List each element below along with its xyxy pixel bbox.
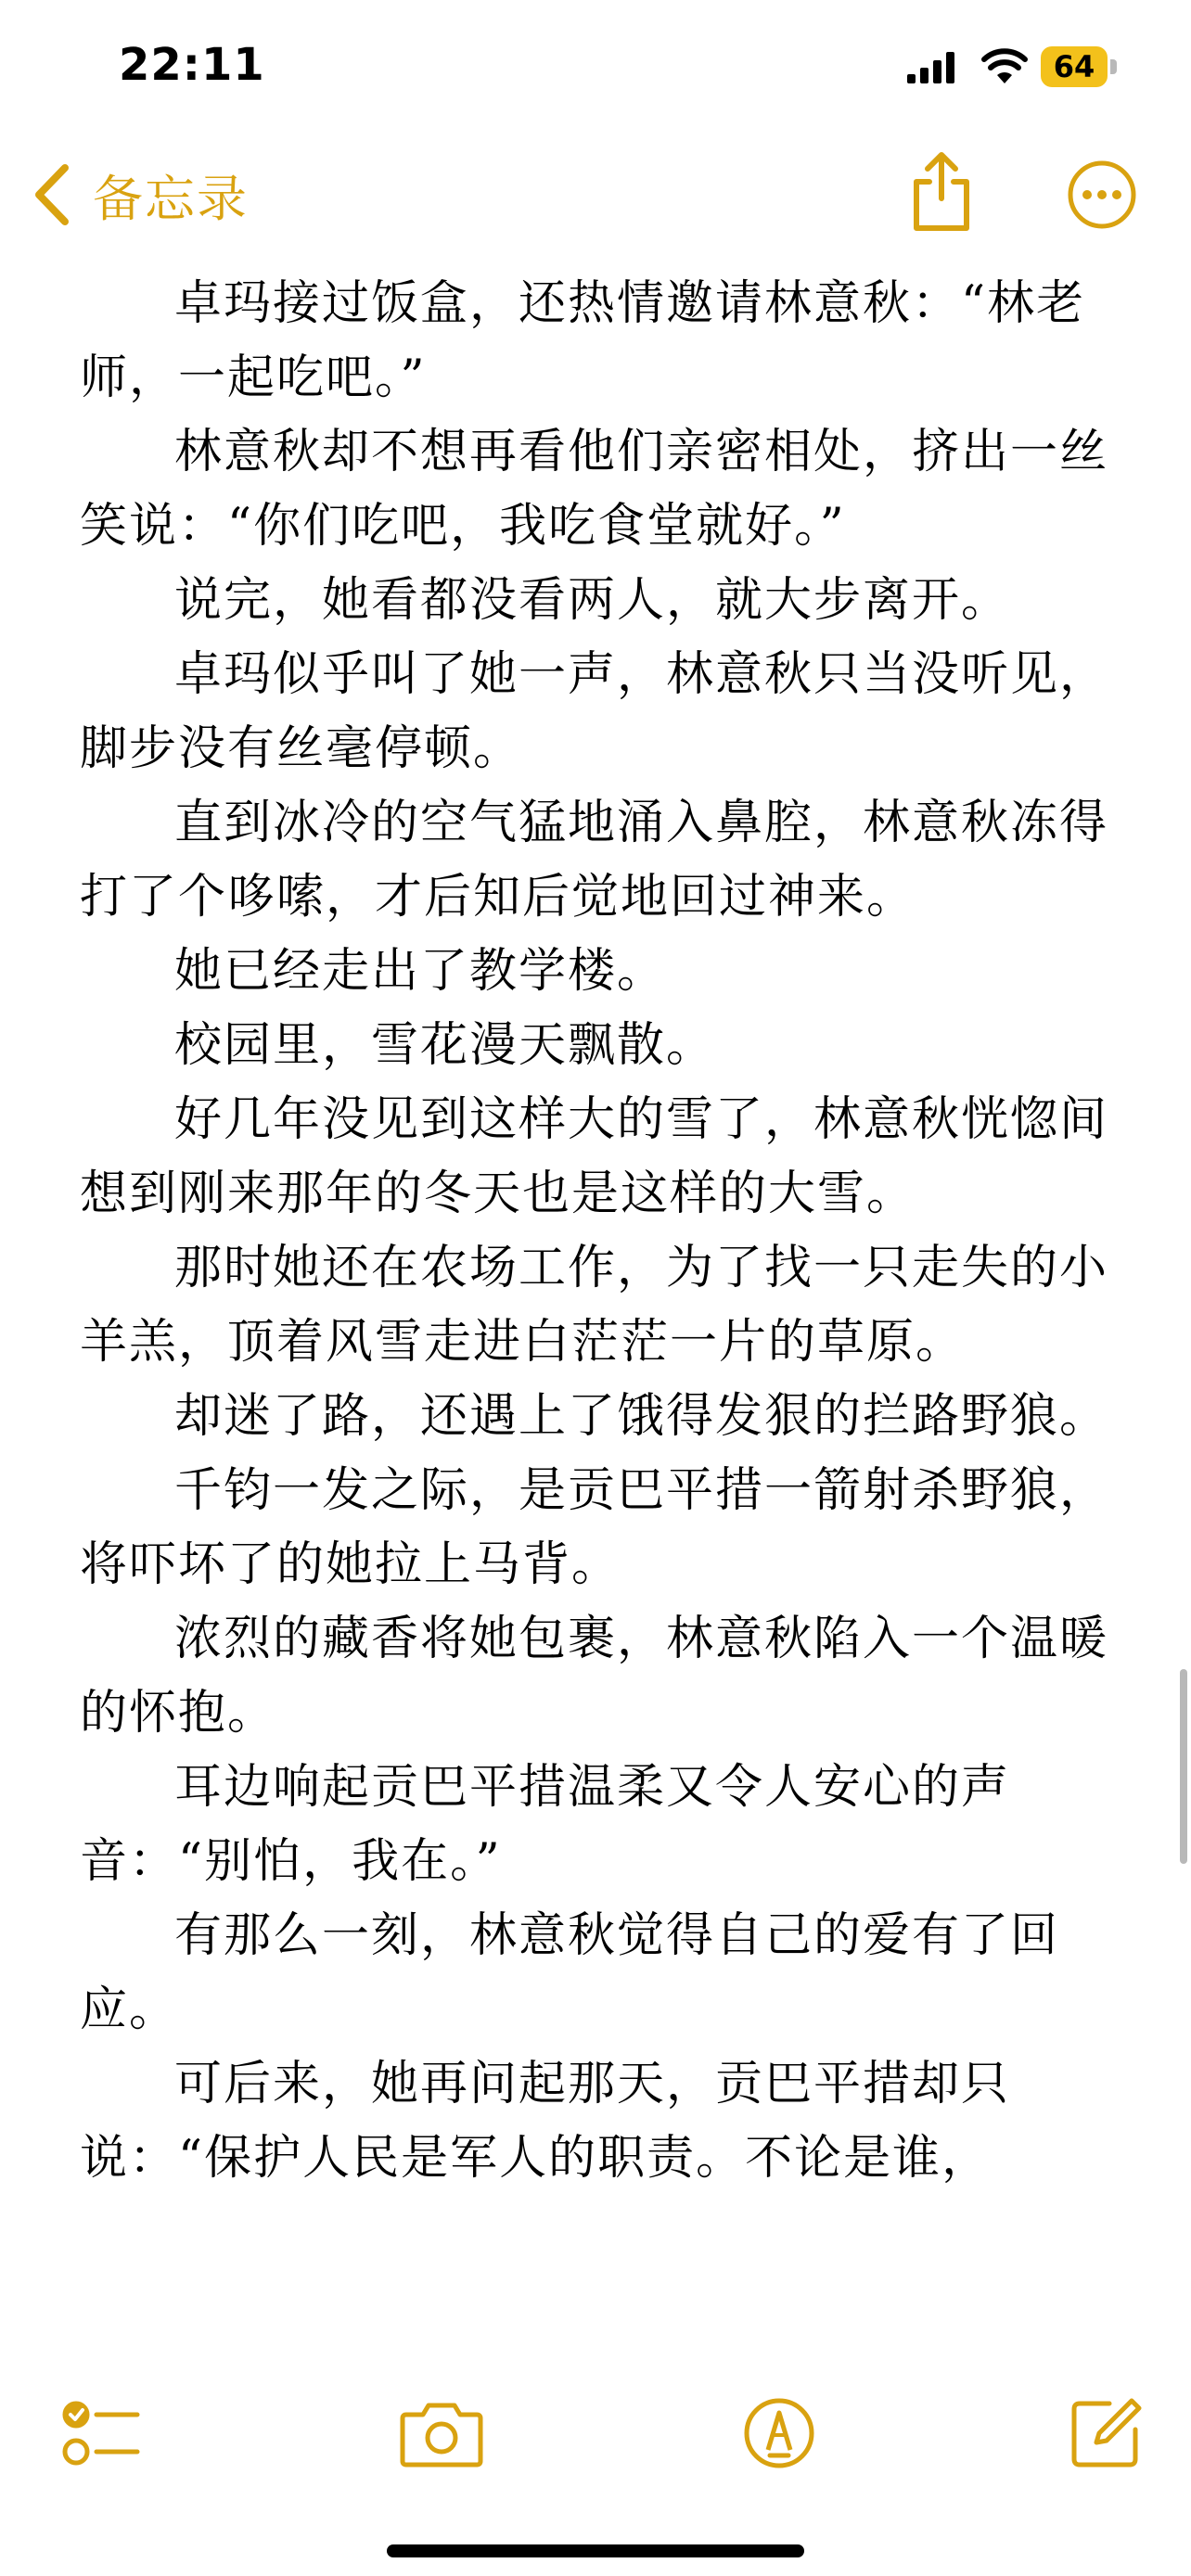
status-bar: [0, 0, 1191, 139]
note-body[interactable]: [80, 267, 1128, 2196]
checklist-icon[interactable]: [61, 2396, 141, 2470]
cellular-signal-icon: [907, 52, 955, 83]
camera-icon[interactable]: [399, 2396, 484, 2470]
note-paragraph: 千钧一发之际，是贡巴平措一箭射杀野狼，将吓坏了的她拉上马背。: [80, 1463, 1109, 1592]
note-paragraph: 耳边响起贡巴平措温柔又令人安心的声音：“别怕，我在。”: [80, 1760, 1011, 1889]
share-icon[interactable]: [907, 150, 976, 234]
pen-tip-icon[interactable]: [742, 2396, 816, 2470]
wifi-icon: [981, 48, 1028, 85]
status-time: 22:11: [119, 39, 265, 91]
bottom-toolbar: [0, 2374, 1191, 2494]
back-button-label: 备忘录: [93, 169, 249, 228]
note-paragraph: 浓烈的藏香将她包裹，林意秋陷入一个温暖的怀抱。: [80, 1612, 1109, 1741]
battery-level: 64: [1053, 49, 1095, 84]
home-indicator: [387, 2544, 804, 2557]
ellipsis-circle-icon[interactable]: [1067, 159, 1137, 230]
note-paragraph: 说完，她看都没看两人，就大步离开。: [174, 573, 1011, 628]
note-paragraph: 直到冰冷的空气猛地涌入鼻腔，林意秋冻得打了个哆嗦，才后知后觉地回过神来。: [80, 796, 1109, 925]
scroll-indicator[interactable]: [1180, 1669, 1187, 1864]
battery-icon: [1041, 46, 1119, 87]
note-paragraph: 卓玛接过饭盒，还热情邀请林意秋：“林老师，一起吃吧。”: [80, 276, 1086, 405]
note-paragraph: 却迷了路，还遇上了饿得发狠的拦路野狼。: [174, 1389, 1109, 1444]
compose-icon[interactable]: [1069, 2396, 1143, 2470]
note-paragraph: 校园里，雪花漫天飘散。: [174, 1018, 716, 1073]
note-paragraph: 林意秋却不想再看他们亲密相处，挤出一丝笑说：“你们吃吧，我吃食堂就好。”: [80, 425, 1109, 554]
note-paragraph: 那时她还在农场工作，为了找一只走失的小羊羔，顶着风雪走进白茫茫一片的草原。: [80, 1241, 1109, 1370]
note-paragraph: 好几年没见到这样大的雪了，林意秋恍惚间想到刚来那年的冬天也是这样的大雪。: [80, 1092, 1109, 1221]
note-paragraph: 她已经走出了教学楼。: [174, 944, 667, 999]
note-paragraph: 可后来，她再问起那天，贡巴平措却只说：“保护人民是军人的职责。不论是谁，: [80, 2057, 1011, 2186]
navigation-bar: [0, 139, 1191, 250]
chevron-left-icon: [32, 162, 74, 227]
note-paragraph: 有那么一刻，林意秋觉得自己的爱有了回应。: [80, 1908, 1060, 2037]
back-button[interactable]: [32, 158, 249, 232]
note-paragraph: 卓玛似乎叫了她一声，林意秋只当没听见，脚步没有丝毫停顿。: [80, 647, 1109, 776]
